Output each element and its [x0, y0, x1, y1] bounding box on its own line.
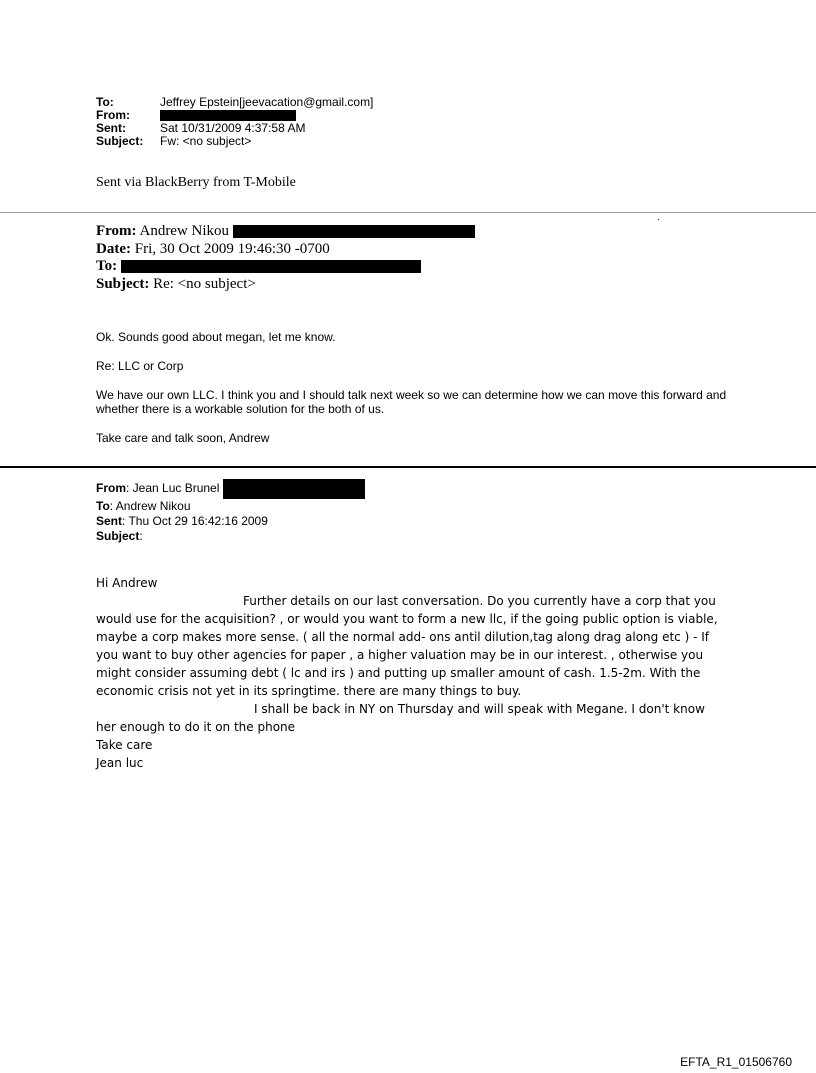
message-line: Ok. Sounds good about megan, let me know. [96, 330, 336, 344]
reply-header [96, 223, 475, 293]
sent-row [96, 514, 365, 529]
message-line: you want to buy other agencies for paper , a higher valuation may be in our interest. , otherwise you [96, 648, 704, 662]
sent-value: : Thu Oct 29 16:42:16 2009 [122, 514, 268, 528]
message-line: Further details on our last conversation. Do you currently have a corp that you [243, 594, 716, 608]
subject-value: Re: <no subject> [153, 275, 256, 292]
from-label: From: [96, 108, 130, 122]
subject-value: : [139, 529, 143, 543]
redaction-bar [160, 110, 296, 121]
original-message-body [96, 574, 736, 772]
message-line: her enough to do it on the phone [96, 720, 296, 734]
forward-header [96, 96, 373, 148]
divider-line [0, 466, 816, 468]
message-line: would use for the acquisition? , or would you want to form a new llc, if the going public option is viable, [96, 612, 718, 626]
redaction-bar [121, 260, 421, 273]
to-value: Jeffrey Epstein[jeevacation@gmail.com] [160, 95, 374, 109]
redaction-bar [223, 479, 365, 499]
divider-line [0, 212, 816, 213]
sent-label: Sent [96, 514, 123, 528]
message-line: maybe a corp makes more sense. ( all the normal add- ons antil dilution,tag along drag along etc ) - If [96, 630, 709, 644]
from-row [96, 479, 365, 499]
subject-label: Subject: [96, 275, 150, 292]
from-value: Andrew Nikou [139, 223, 230, 239]
message-line: Re: LLC or Corp [96, 359, 184, 373]
from-label: From [96, 481, 126, 496]
to-label: To: [96, 95, 114, 109]
document-id: EFTA_R1_01506760 [680, 1055, 792, 1069]
subject-row [96, 529, 365, 544]
subject-label: Subject: [96, 134, 144, 148]
date-label: Date: [96, 240, 131, 257]
date-row [96, 241, 475, 259]
subject-row [96, 276, 475, 294]
message-greeting: Hi Andrew [96, 576, 158, 590]
subject-label: Subject [96, 529, 140, 543]
date-value: Fri, 30 Oct 2009 19:46:30 -0700 [134, 240, 330, 257]
message-line: Take care [96, 738, 153, 752]
message-signoff: Take care and talk soon, Andrew [96, 431, 270, 445]
original-header [96, 479, 365, 544]
from-value: : Jean Luc Brunel [126, 481, 220, 496]
message-line: might consider assuming debt ( lc and irs ) and putting up smaller amount of cash. 1.5-2m. With the [96, 666, 701, 680]
to-row [96, 96, 373, 109]
sent-value: Sat 10/31/2009 4:37:58 AM [160, 121, 306, 135]
to-label: To: [96, 258, 118, 274]
reply-message-body [96, 330, 736, 460]
subject-row [96, 135, 373, 148]
blackberry-signature: Sent via BlackBerry from T-Mobile [96, 175, 296, 190]
message-line: economic crisis not yet in its springtime. there are many things to buy. [96, 684, 522, 698]
subject-value: Fw: <no subject> [160, 134, 252, 148]
to-row [96, 499, 365, 514]
to-label: To [96, 499, 110, 513]
to-row [96, 258, 475, 276]
from-row [96, 223, 475, 241]
message-signature: Jean luc [96, 756, 144, 770]
redaction-bar [233, 225, 475, 238]
sent-label: Sent: [96, 121, 126, 135]
to-value: : Andrew Nikou [109, 499, 191, 513]
message-line: I shall be back in NY on Thursday and will speak with Megane. I don't know [254, 702, 705, 716]
from-label: From: [96, 223, 137, 239]
stray-dot: . [657, 212, 660, 223]
message-paragraph: We have our own LLC. I think you and I should talk next week so we can determine how we can move this forward and whether there is a workable solution for the both of us. [96, 388, 727, 416]
